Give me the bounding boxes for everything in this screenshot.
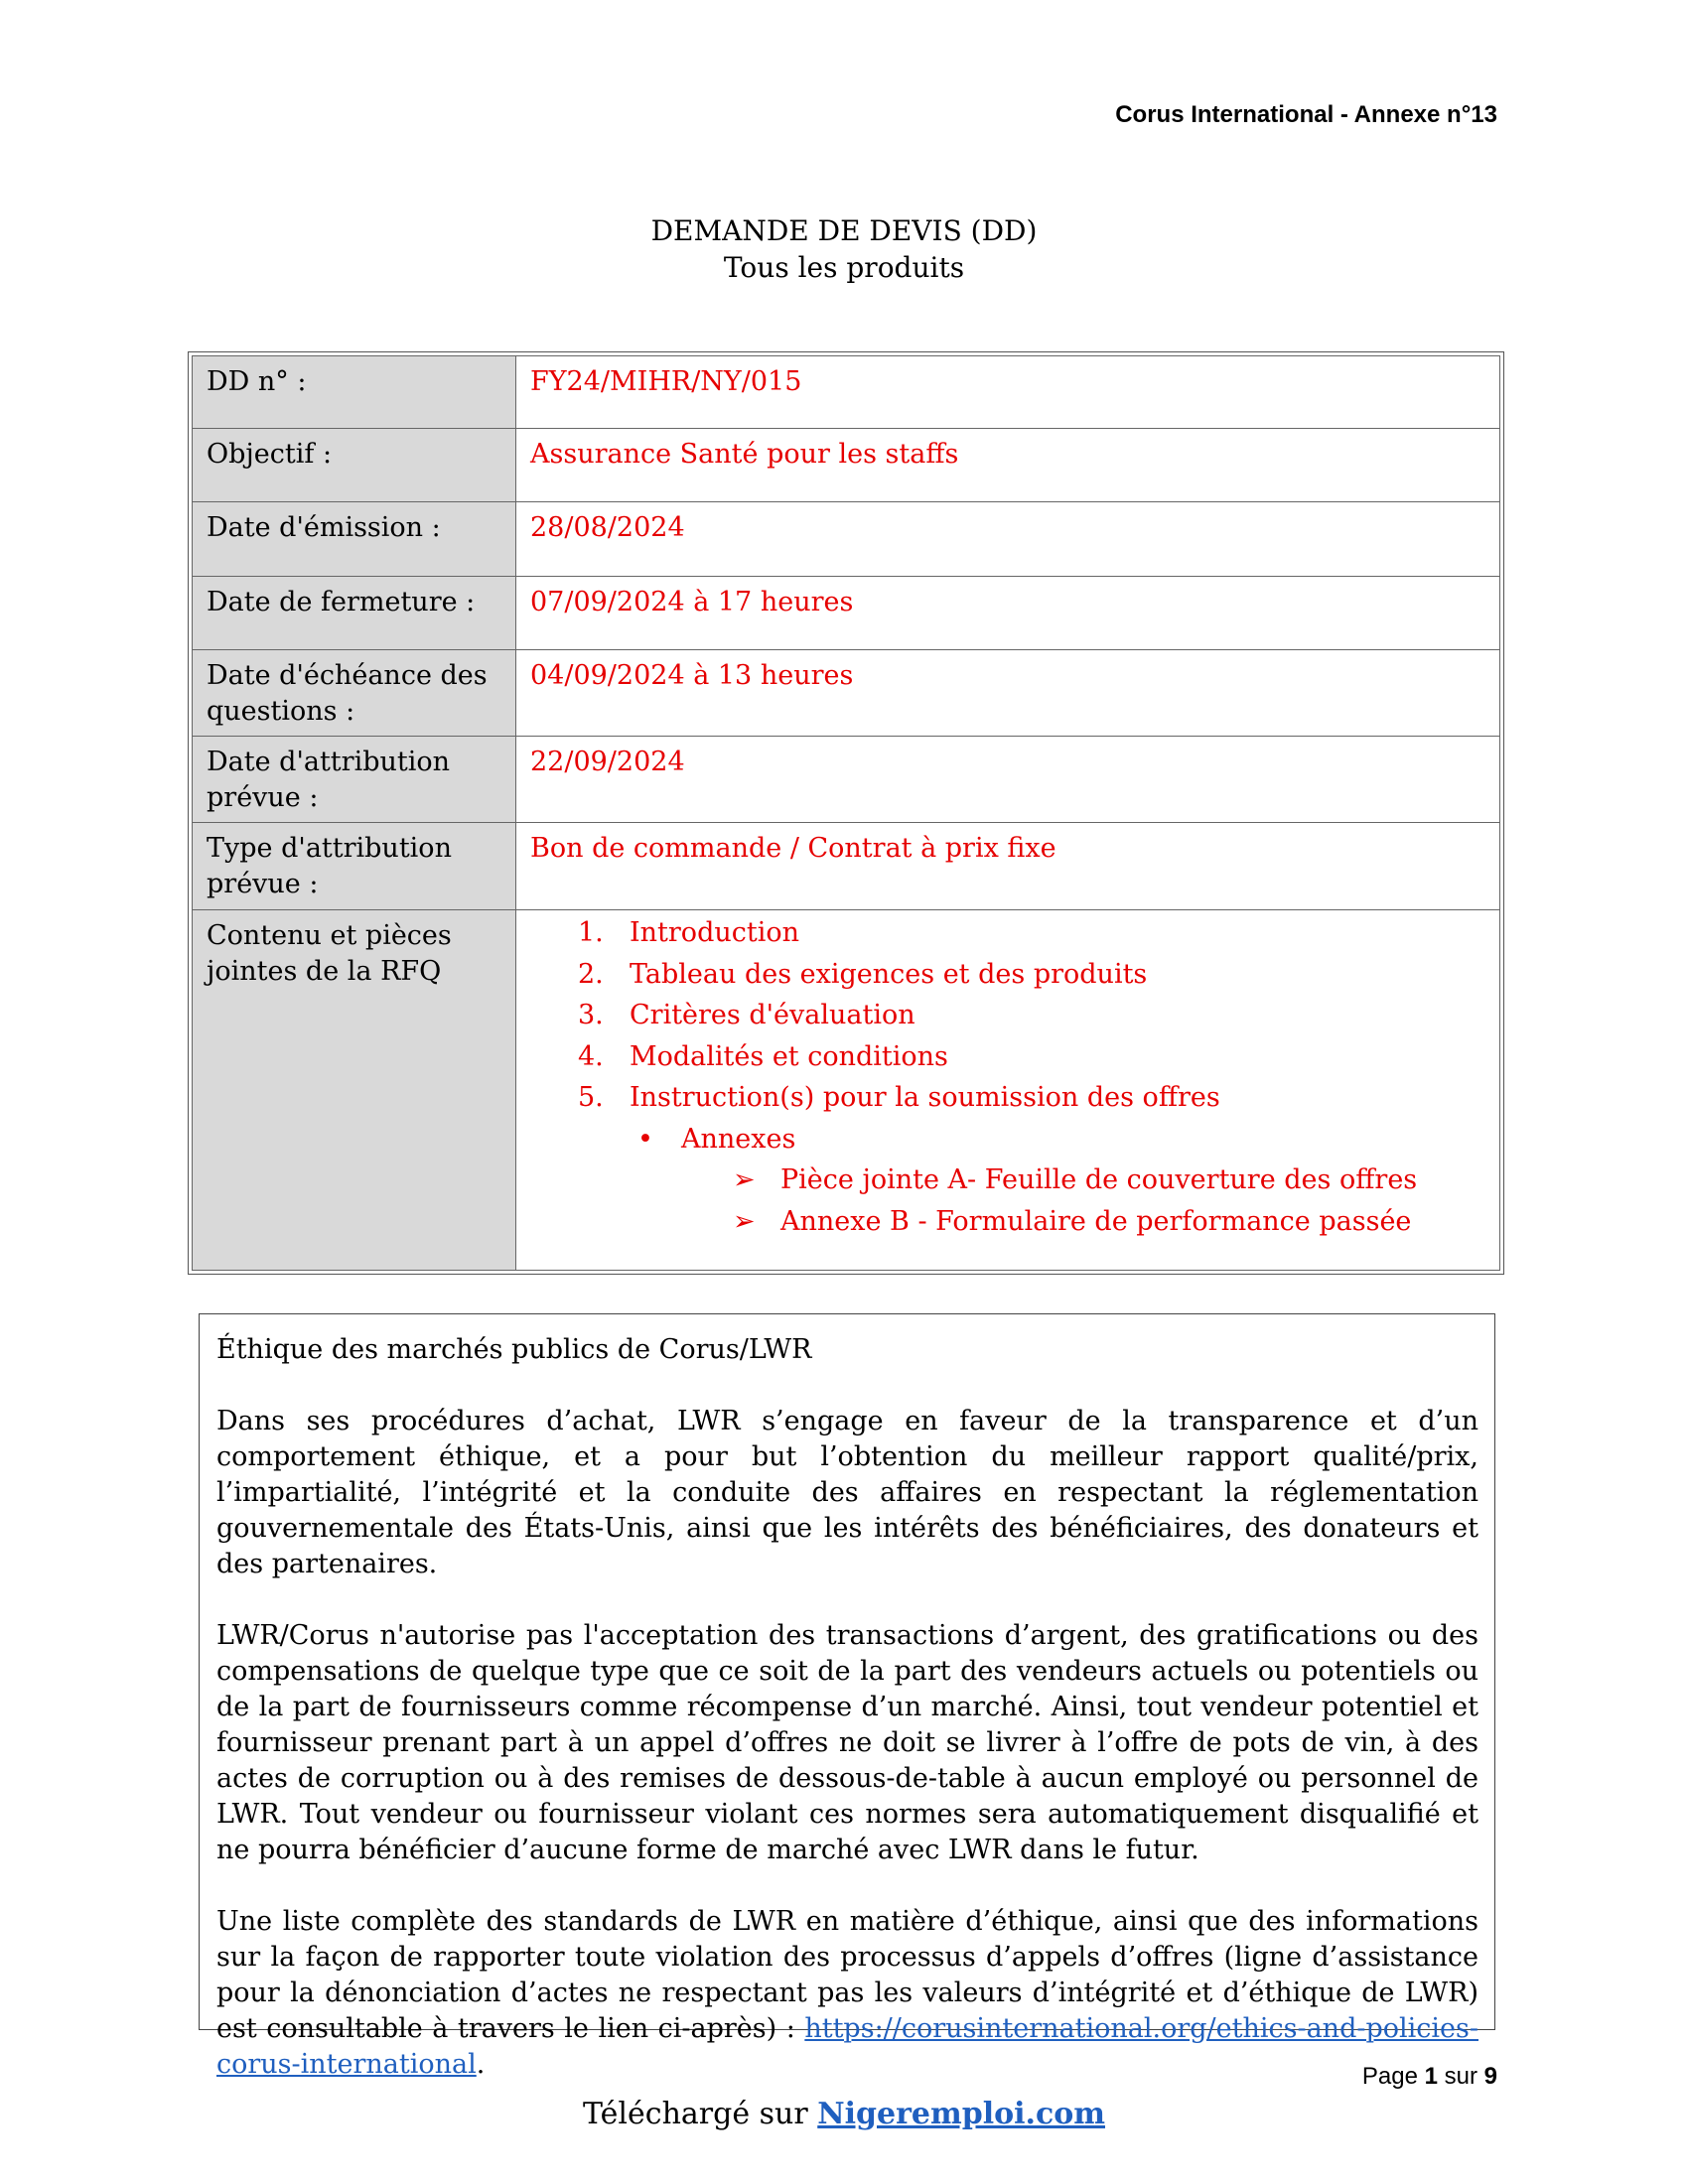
ethics-paragraph-1: Dans ses procédures d’achat, LWR s’engage en faveur de la transparence et d’un comportement éthique, et a pour but l’obtention du meilleur rapport qualité/prix, l’impartialité, l’intégrité et la conduite des affaires en respectant la réglementation gouvernementale des États-Unis, ainsi que les intérêts des bénéficiaires, des donateurs et des partenaires. <box>216 1406 1478 1579</box>
table-row <box>193 356 1500 429</box>
ethics-paragraph-3-end: . <box>476 2049 486 2080</box>
contents-cell <box>516 910 1500 1271</box>
row-label: Date d'attribution prévue : <box>193 737 516 823</box>
list-item <box>632 1119 1485 1243</box>
document-title <box>0 212 1688 286</box>
row-label: Date de fermeture : <box>193 577 516 650</box>
table-row <box>193 650 1500 737</box>
row-label: Contenu et pièces jointes de la RFQ <box>193 910 516 1271</box>
annex-text: Pièce jointe A- Feuille de couverture des offres <box>780 1164 1418 1195</box>
annexes-label: Annexes <box>681 1123 796 1155</box>
ethics-paragraph-3 <box>216 1904 1478 2083</box>
list-item <box>578 1036 1485 1078</box>
row-value: 07/09/2024 à 17 heures <box>516 577 1500 650</box>
row-label: DD n° : <box>193 356 516 429</box>
item-text: Tableau des exigences et des produits <box>630 958 1148 990</box>
list-item <box>578 995 1485 1036</box>
download-footer <box>0 2097 1688 2131</box>
row-label: Type d'attribution prévue : <box>193 823 516 910</box>
page-middle: sur <box>1437 2063 1484 2090</box>
item-text: Instruction(s) pour la soumission des offres <box>630 1082 1220 1113</box>
row-value: Bon de commande / Contrat à prix fixe <box>516 823 1500 910</box>
item-text: Introduction <box>630 917 799 948</box>
annex-sublist <box>681 1160 1485 1242</box>
annexes-list <box>530 1119 1485 1243</box>
row-label: Objectif : <box>193 429 516 502</box>
rfq-info-table <box>192 355 1500 1271</box>
contents-list <box>530 912 1485 1119</box>
list-item <box>578 912 1485 954</box>
item-number: 5. <box>578 1082 604 1113</box>
row-value: Assurance Santé pour les staffs <box>516 429 1500 502</box>
item-number: 2. <box>578 958 604 990</box>
table-row <box>193 577 1500 650</box>
title-line-1: DEMANDE DE DEVIS (DD) <box>650 214 1038 247</box>
annex-text: Annexe B - Formulaire de performance passée <box>780 1205 1412 1237</box>
item-text: Modalités et conditions <box>630 1040 948 1072</box>
list-item <box>731 1160 1485 1201</box>
table-row <box>193 429 1500 502</box>
page-number <box>1362 2063 1497 2091</box>
list-item <box>578 1077 1485 1119</box>
document-reference: Corus International - Annexe n°13 <box>1115 101 1497 128</box>
row-value: 22/09/2024 <box>516 737 1500 823</box>
ethics-title: Éthique des marchés publics de Corus/LWR <box>216 1334 812 1365</box>
item-number: 1. <box>578 917 604 948</box>
footer-text: Téléchargé sur <box>583 2097 818 2131</box>
item-number: 4. <box>578 1040 604 1072</box>
table-row <box>193 823 1500 910</box>
ethics-paragraph-3-text: Une liste complète des standards de LWR en matière d’éthique, ainsi que des informations sur la façon de rapporter toute violation des processus d’appels d’offres (ligne d’assistance pour la dénonciation d’actes ne respectant pas les valeurs d’intégrité et d’éthique de LWR) est consultable à travers le lien ci-après) : <box>216 1906 1478 2044</box>
ethics-paragraph-2: LWR/Corus n'autorise pas l'acceptation des transactions d’argent, des gratifications ou des compensations de quelque type que ce soit de la part des vendeurs actuels ou potentiels ou de la part de fournisseurs comme récompense d’un marché. Ainsi, tout vendeur potentiel et fournisseur prenant part à un appel d’offres ne doit se livrer à l’offre de pots de vin, à des actes de corruption ou à des remises de dessous-de-table à aucun employé ou personnel de LWR. Tout vendeur ou fournisseur violant ces normes sera automatiquement disqualifié et ne pourra bénéficier d’aucune forme de marché avec LWR dans le futur. <box>216 1620 1478 1865</box>
arrow-bullet-icon: ➢ <box>733 1164 756 1195</box>
list-item <box>731 1201 1485 1243</box>
footer-link[interactable]: Nigeremploi.com <box>817 2097 1105 2131</box>
row-value: 04/09/2024 à 13 heures <box>516 650 1500 737</box>
table-row <box>193 502 1500 577</box>
item-text: Critères d'évaluation <box>630 1000 915 1030</box>
row-value: 28/08/2024 <box>516 502 1500 577</box>
page-prefix: Page <box>1361 2063 1425 2090</box>
page-current: 1 <box>1424 2063 1438 2090</box>
arrow-bullet-icon: ➢ <box>733 1205 756 1237</box>
table-row <box>193 910 1500 1271</box>
item-number: 3. <box>578 1000 604 1030</box>
ethics-policy-link[interactable]: https://corusinternational.org/ethics-and-policies-corus-international <box>216 2013 1478 2080</box>
bullet-icon: • <box>637 1123 653 1155</box>
list-item <box>578 954 1485 996</box>
row-value: FY24/MIHR/NY/015 <box>516 356 1500 429</box>
title-line-2: Tous les produits <box>723 251 965 284</box>
page-total: 9 <box>1483 2063 1497 2090</box>
row-label: Date d'émission : <box>193 502 516 577</box>
table-row <box>193 737 1500 823</box>
row-label: Date d'échéance des questions : <box>193 650 516 737</box>
